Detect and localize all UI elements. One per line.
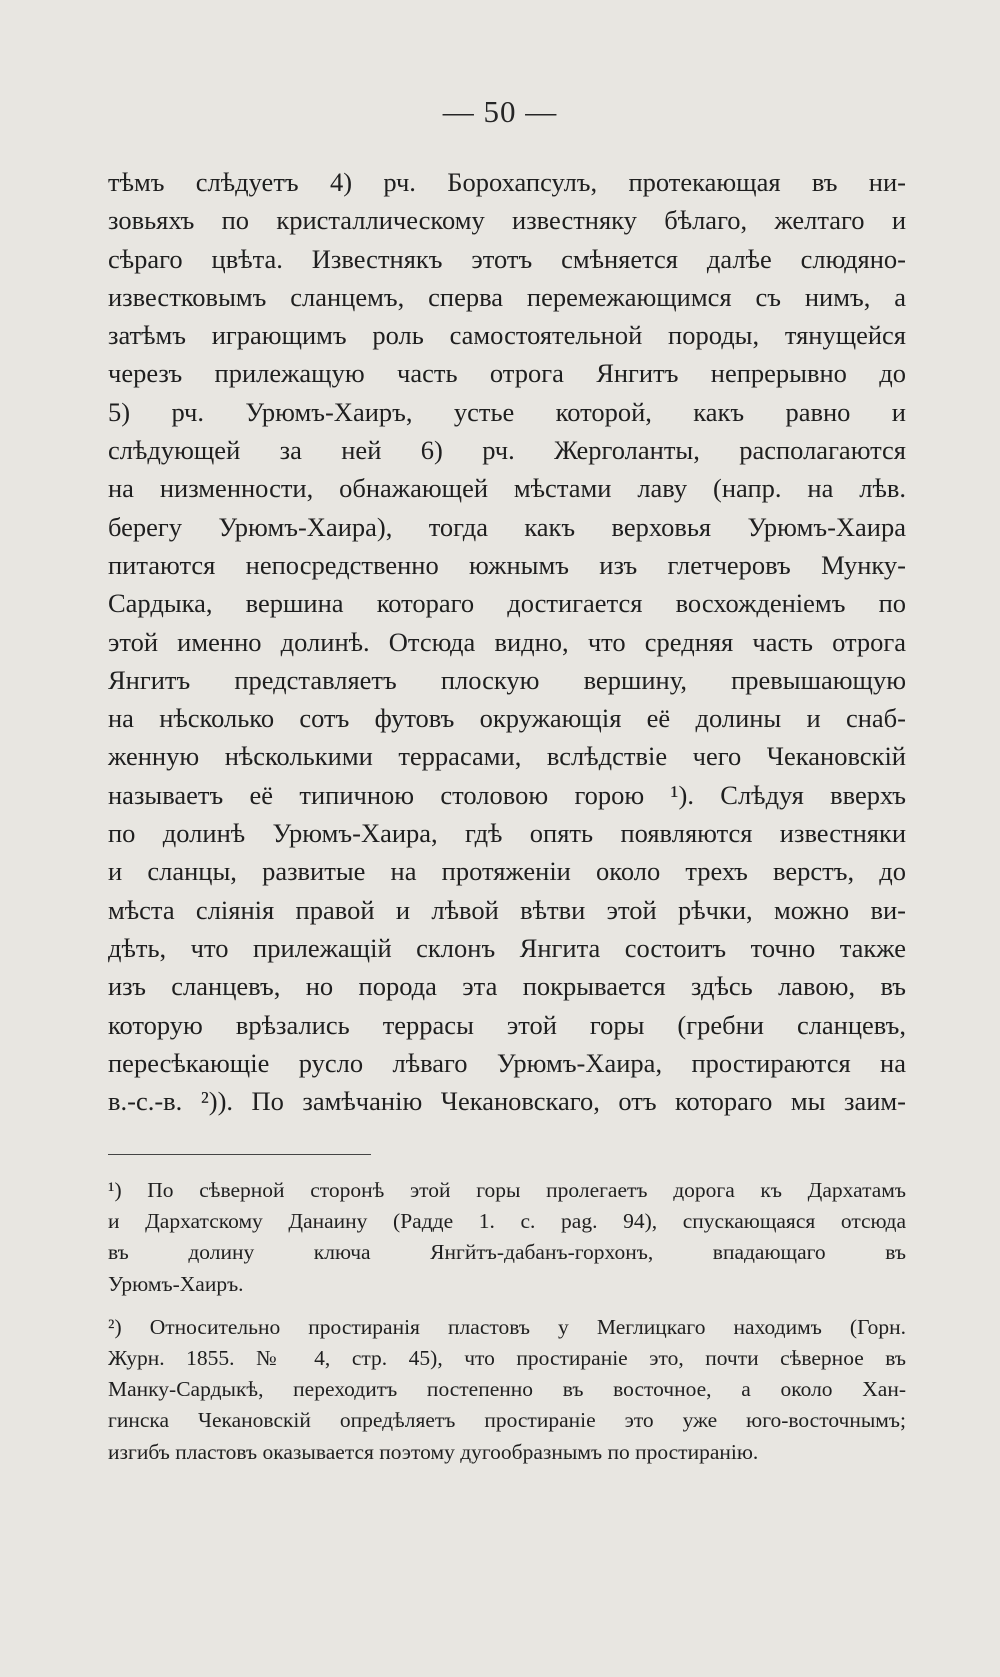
text-line: пересѣкающіе русло лѣваго Урюмъ-Хаира, простираются на (108, 1047, 906, 1078)
text-line: женную нѣсколькими террасами, вслѣдствіе чего Чекановскій (108, 741, 906, 772)
text-line: 5) рч. Урюмъ-Хаиръ, устье которой, какъ равно и (108, 396, 906, 427)
text-line: тѣмъ слѣдуетъ 4) рч. Борохапсулъ, протекающая въ ни- (108, 167, 906, 197)
footnote-2-line: Журн. 1855. № 4, стр. 45), что простираніе это, почти сѣверное въ (108, 1345, 906, 1370)
text-line: черезъ прилежащую часть отрога Янгитъ непрерывно до (108, 358, 906, 389)
text-line: зовьяхъ по кристаллическому известняку бѣлаго, желтаго и (108, 205, 906, 236)
page-number: — 50 — (442, 94, 558, 129)
text-line: дѣть, что прилежащій склонъ Янгита состоитъ точно также (108, 932, 906, 963)
footnote-2-line: изгибъ пластовъ оказывается поэтому дугообразнымъ по простиранію. (108, 1439, 759, 1464)
text-line: которую врѣзались террасы этой горы (гребни сланцевъ, (108, 1009, 906, 1040)
text-line: Янгитъ представляетъ плоскую вершину, превышающую (108, 664, 906, 695)
footnote-1-line: и Дархатскому Данаину (Радде 1. с. pag. 94), спускающаяся отсюда (108, 1209, 906, 1234)
text-line: Сардыка, вершина котораго достигается восхожденіемъ по (108, 588, 906, 619)
text-line: изъ сланцевъ, но порода эта покрывается здѣсь лавою, въ (108, 971, 906, 1002)
text-line: мѣста сліянія правой и лѣвой вѣтви этой рѣчки, можно ви- (108, 894, 906, 925)
footnote-divider (108, 1154, 371, 1155)
text-line: называетъ её типичною столовою горою ¹). Слѣдуя вверхъ (108, 779, 906, 810)
footnote-1-line: въ долину ключа Янгйтъ-дабанъ-горхонъ, впадающаго въ (108, 1240, 906, 1265)
text-line: по долинѣ Урюмъ-Хаира, гдѣ опять появляются известняки (108, 818, 906, 849)
footnotes (108, 1175, 906, 1468)
text-line: затѣмъ играющимъ роль самостоятельной породы, тянущейся (108, 320, 906, 351)
text-line: известковымъ сланцемъ, сперва перемежающимся съ нимъ, а (108, 281, 906, 312)
footnote-2-line: Манку-Сардыкѣ, переходитъ постепенно въ восточное, а около Хан- (108, 1377, 906, 1402)
main-text (108, 163, 906, 1120)
text-line: в.-с.-в. ²)). По замѣчанію Чекановскаго, отъ котораго мы заим- (108, 1086, 906, 1117)
text-line: этой именно долинѣ. Отсюда видно, что средняя часть отрога (108, 626, 906, 657)
text-line: питаются непосредственно южнымъ изъ глетчеровъ Мунку- (108, 549, 906, 580)
text-line: берегу Урюмъ-Хаира), тогда какъ верховья Урюмъ-Хаира (108, 511, 906, 542)
text-line: сѣраго цвѣта. Известнякъ этотъ смѣняется далѣе слюдяно- (108, 243, 906, 274)
footnote-1-line: Урюмъ-Хаиръ. (108, 1271, 244, 1296)
text-line: на низменности, обнажающей мѣстами лаву (напр. на лѣв. (108, 473, 906, 504)
footnote-2-line: гинска Чекановскій опредѣляетъ простираніе это уже юго-восточнымъ; (108, 1408, 906, 1433)
footnote-2-line: ²) Относительно простиранія пластовъ у Меглицкаго находимъ (Горн. (108, 1314, 906, 1339)
footnote-1-line: ¹) По сѣверной сторонѣ этой горы пролегаетъ дорога къ Дархатамъ (108, 1178, 906, 1202)
text-line: и сланцы, развитые на протяженіи около трехъ верстъ, до (108, 856, 906, 887)
text-line: слѣдующей за ней 6) рч. Жерголанты, располагаются (108, 435, 906, 466)
text-line: на нѣсколько сотъ футовъ окружающія её долины и снаб- (108, 703, 906, 734)
